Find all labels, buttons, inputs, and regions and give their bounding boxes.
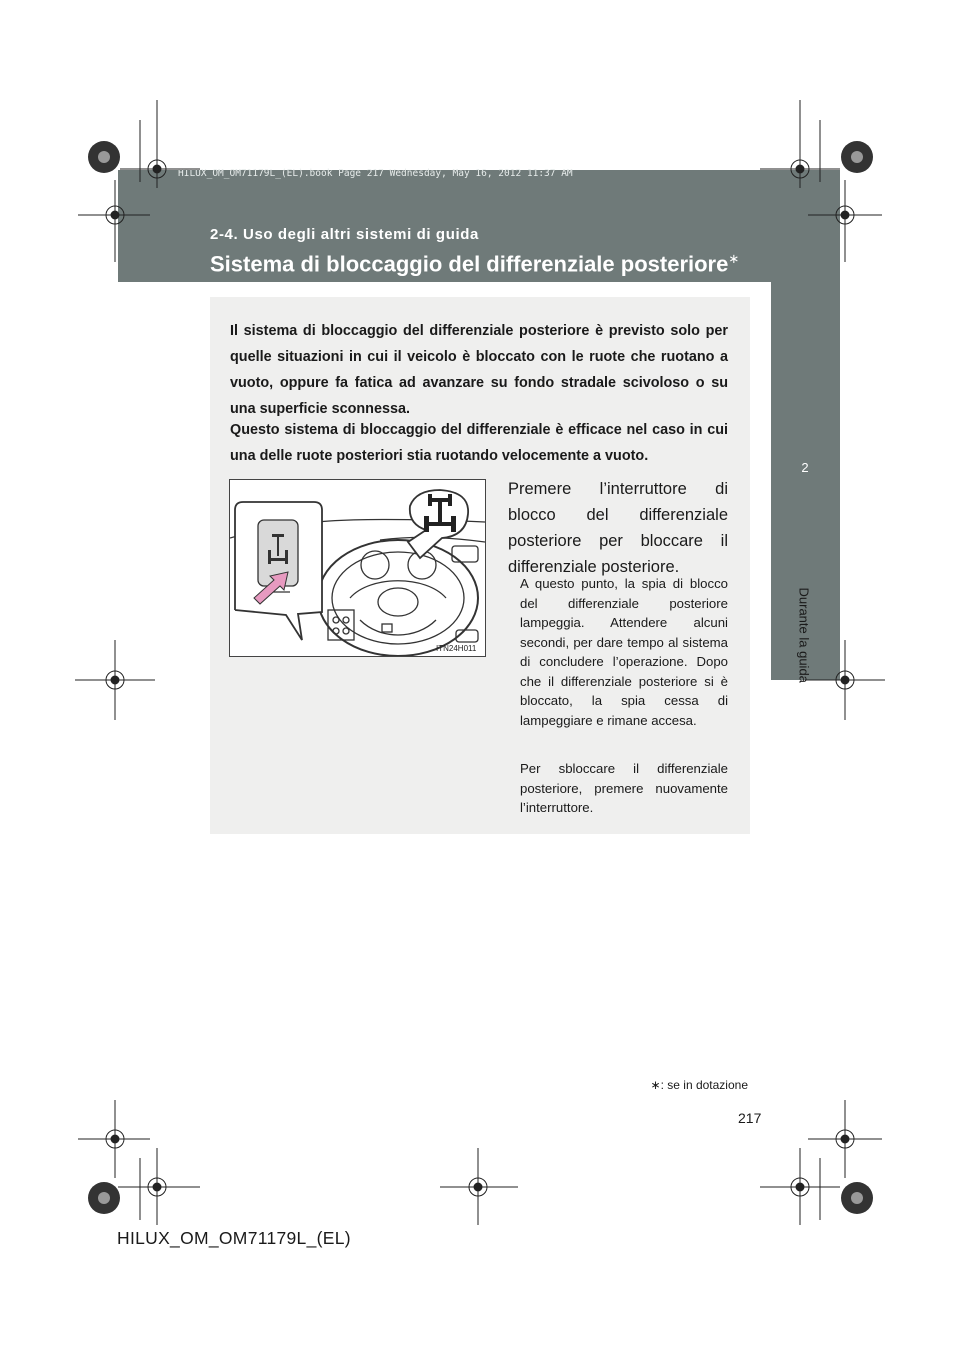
note-paragraph-2: Per sbloccare il differenziale posteriore, premere nuovamente l’interruttore. xyxy=(520,761,728,815)
manual-code: HILUX_OM_OM71179L_(EL) xyxy=(117,1228,351,1248)
note-paragraph: A questo punto, la spia di blocco del differenziale posteriore lampeggia. Attendere alcuni secondi, per dare tempo al sistema di concludere l’operazione. Dopo che il differenziale posteriore si è bloccato, la spia cessa di lampeggiare e rimane accesa. xyxy=(520,576,728,728)
figure-code: ITN24H011 xyxy=(436,644,477,653)
page-title-text: Sistema di bloccaggio del differenziale posteriore xyxy=(210,251,729,277)
chapter-number: 2 xyxy=(801,460,809,475)
intro-paragraph-2: Questo sistema di bloccaggio del differenziale è efficace nel caso in cui una delle ruote posteriori stia ruotando velocemente a vuoto. xyxy=(230,422,728,464)
optional-equipment-mark: ∗ xyxy=(728,251,740,266)
section-label: 2-4. Uso degli altri sistemi di guida xyxy=(210,226,479,243)
step-instruction: Premere l’interruttore di blocco del differenziale posteriore per bloccare il differenziale posteriore. xyxy=(508,480,728,576)
page-number: 217 xyxy=(738,1110,762,1126)
intro-paragraph: Il sistema di bloccaggio del differenziale posteriore è previsto solo per quelle situazioni in cui il veicolo è bloccato con le ruote che ruotano a vuoto, oppure fa fatica ad avanzare su fondo stradale scivoloso o su una superficie sconnessa. xyxy=(230,323,728,417)
book-meta-line: HILUX_OM_OM71179L_(EL).book Page 217 Wednesday, May 16, 2012 11:37 AM xyxy=(178,168,573,179)
footnote: ∗: se in dotazione xyxy=(650,1078,748,1092)
chapter-name: Durante la guida xyxy=(796,587,812,683)
